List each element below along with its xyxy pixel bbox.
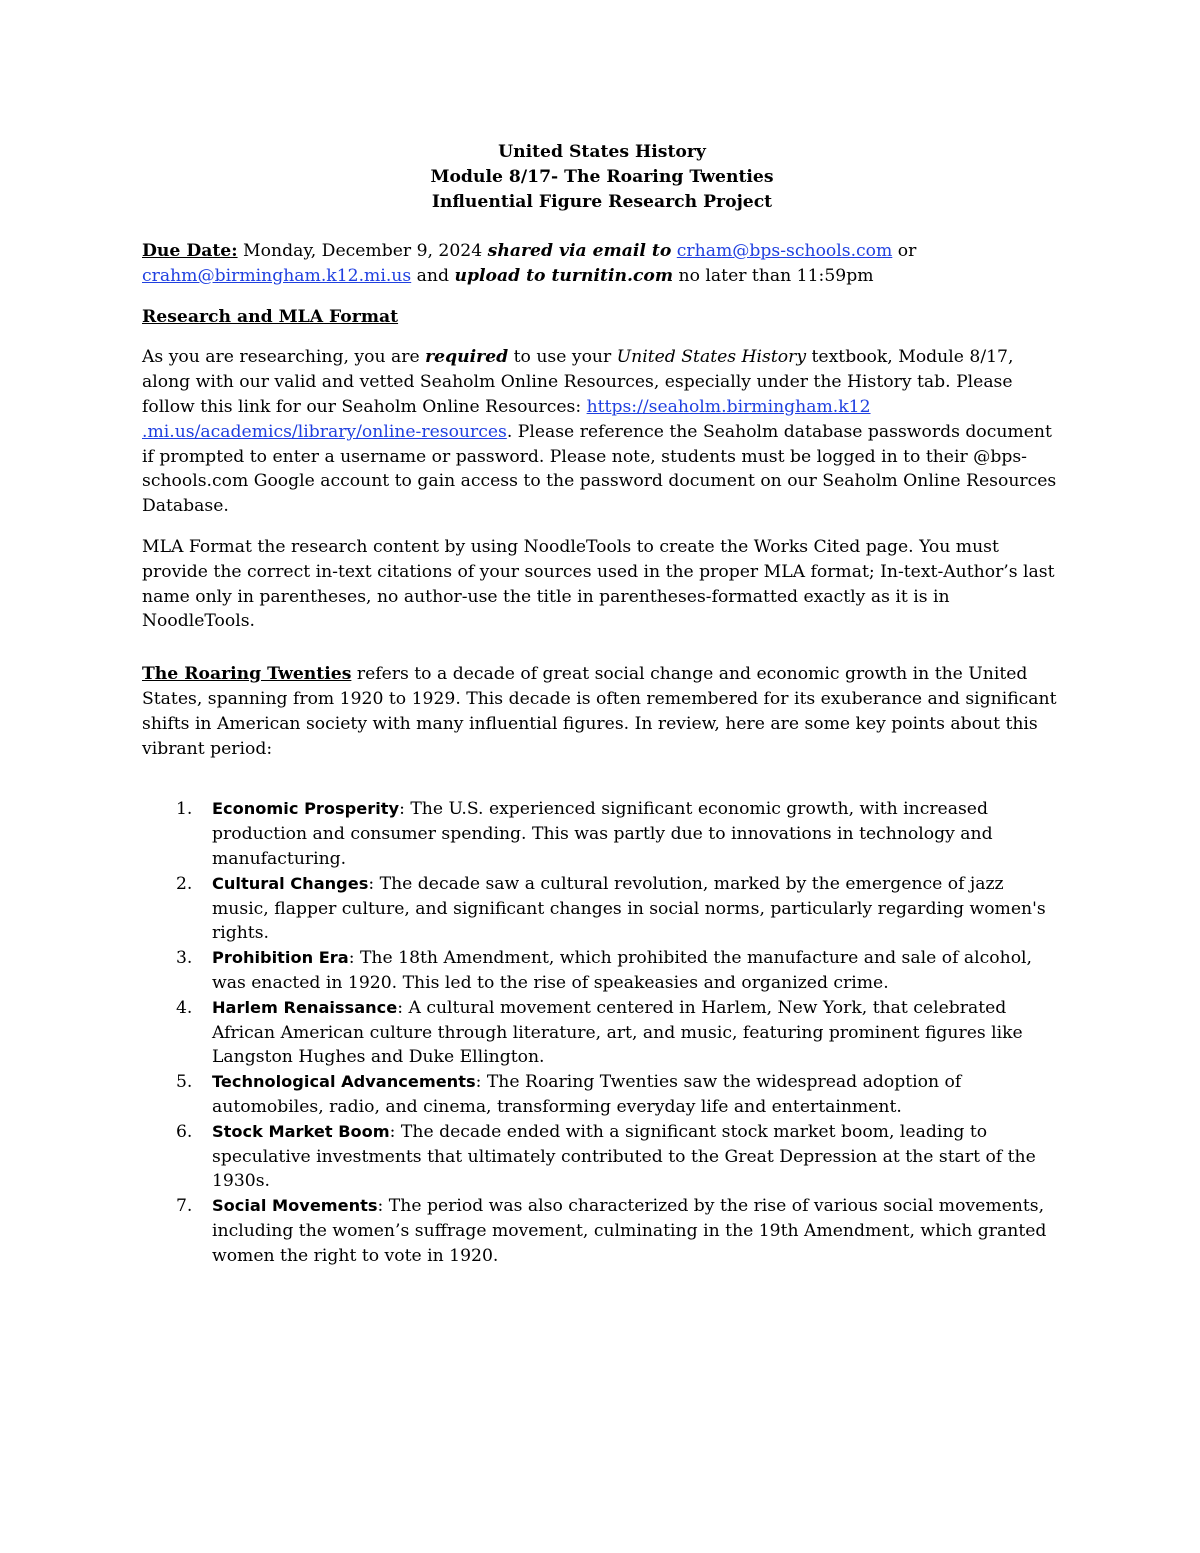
shared-via-email-text: shared via email to: [487, 241, 672, 261]
list-item-term: Harlem Renaissance: [212, 997, 398, 1017]
seaholm-resources-link[interactable]: https://seaholm.birmingham.k12 .mi.us/academics/library/online-resources: [142, 396, 871, 442]
due-date-paragraph: [142, 239, 1062, 289]
mla-format-paragraph: MLA Format the research content by using NoodleTools to create the Works Cited page. You must provide the correct in-text citations of your sources used in the proper MLA format; In-text-Author’s last name only in parentheses, no author-use the title in parentheses-formatted exactly as it is in NoodleTools.: [142, 536, 1055, 632]
roaring-twenties-intro: [142, 662, 1062, 761]
document-page: [142, 140, 1062, 1268]
module-title: Module 8/17- The Roaring Twenties: [430, 167, 774, 187]
list-item-number: 5.: [176, 1072, 193, 1093]
list-item-text: : The period was also characterized by the rise of various social movements, including the women’s suffrage movement, culminating in the 19th Amendment, which granted women the right to vote in 1920.: [212, 1196, 1047, 1266]
research-text-4: . Please reference the Seaholm database passwords document if prompted to enter a username or password. Please note, students must be logged in to their @bps-schools.com Google account to gain access to the password document on our Seaholm Online Resources Database.: [142, 421, 1057, 517]
list-item-text: : The U.S. experienced significant economic growth, with increased production and consumer spending. This was partly due to innovations in technology and manufacturing.: [212, 799, 993, 869]
roaring-twenties-text: refers to a decade of great social change and economic growth in the United States, spanning from 1920 to 1929. This decade is often remembered for its exuberance and significant shifts in American society with many influential figures. In review, here are some key points about this vibrant period:: [142, 664, 1057, 759]
research-text-3: textbook, Module 8/17, along with our valid and vetted Seaholm Online Resources, especially under the History tab. Please follow this link for our Seaholm Online Resources:: [142, 347, 1014, 417]
list-item-term: Stock Market Boom: [212, 1121, 390, 1141]
list-item-text: : The 18th Amendment, which prohibited the manufacture and sale of alcohol, was enacted in 1920. This led to the rise of speakeasies and organized crime.: [212, 948, 1032, 993]
research-paragraph: [142, 345, 1062, 519]
list-item-number: 1.: [176, 799, 193, 820]
research-section-heading: Research and MLA Format: [142, 306, 399, 327]
research-text-1: As you are researching, you are: [142, 347, 426, 368]
list-item-number: 6.: [176, 1121, 193, 1142]
and-text: and: [411, 265, 455, 286]
list-item-text: : The decade saw a cultural revolution, marked by the emergence of jazz music, flapper culture, and significant changes in social norms, particularly regarding women's rights.: [212, 873, 1046, 944]
list-item: [142, 1070, 1062, 1120]
upload-turnitin-text: upload to turnitin.com: [454, 265, 674, 286]
list-item-text: : A cultural movement centered in Harlem, New York, that celebrated African American culture through literature, art, and music, featuring prominent figures like Langston Hughes and Duke Ellington.: [212, 997, 1023, 1068]
list-item-term: Cultural Changes: [212, 873, 369, 893]
or-text: or: [892, 241, 917, 261]
email-link-birmingham[interactable]: crahm@birmingham.k12.mi.us: [142, 265, 412, 286]
list-item: [142, 996, 1062, 1070]
list-item-text: : The decade ended with a significant stock market boom, leading to speculative investments that ultimately contributed to the Great Depression at the start of the 1930s.: [212, 1121, 1036, 1192]
list-item-term: Economic Prosperity: [212, 799, 400, 819]
roaring-twenties-term: The Roaring Twenties: [142, 664, 352, 685]
list-item-number: 2.: [176, 873, 193, 894]
list-item: [142, 797, 1062, 871]
list-item-number: 3.: [176, 948, 193, 969]
due-date-label: Due Date:: [142, 241, 238, 261]
email-link-bps[interactable]: crham@bps-schools.com: [676, 241, 893, 261]
list-item: [142, 946, 1062, 996]
key-points-list-wrap: [142, 797, 1062, 1268]
required-emphasis: required: [425, 347, 509, 368]
list-item-term: Prohibition Era: [212, 948, 349, 968]
list-item: [142, 1120, 1062, 1194]
deadline-text: no later than 11:59pm: [673, 265, 874, 286]
research-text-2: to use your: [508, 347, 617, 368]
course-title: United States History: [498, 142, 706, 162]
list-item-number: 4.: [176, 997, 193, 1018]
list-item-number: 7.: [176, 1196, 193, 1217]
list-item-text: : The Roaring Twenties saw the widespread adoption of automobiles, radio, and cinema, transforming everyday life and entertainment.: [212, 1072, 962, 1117]
project-title: Influential Figure Research Project: [431, 192, 773, 212]
document-title-block: [142, 140, 1062, 215]
due-date-value: Monday, December 9, 2024: [237, 241, 488, 261]
key-points-list: [142, 797, 1062, 1268]
list-item: [142, 872, 1062, 946]
textbook-title: United States History: [616, 347, 807, 368]
list-item-term: Social Movements: [212, 1196, 378, 1216]
list-item-term: Technological Advancements: [212, 1072, 476, 1092]
list-item: [142, 1194, 1062, 1268]
